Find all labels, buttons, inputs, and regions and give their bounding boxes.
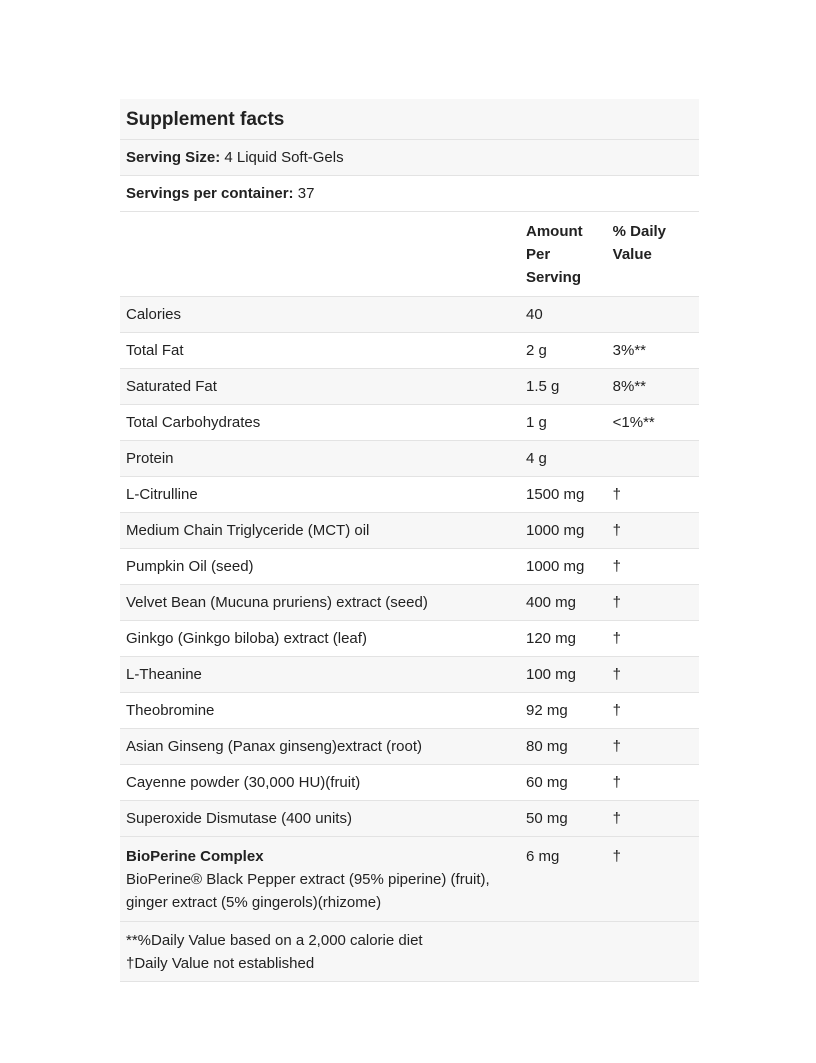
nutrient-name: Saturated Fat — [120, 369, 520, 405]
nutrient-row — [120, 729, 699, 765]
nutrient-name: Asian Ginseng (Panax ginseng)extract (root) — [120, 729, 520, 765]
nutrient-daily-value: † — [607, 801, 699, 837]
complex-amount: 6 mg — [520, 837, 607, 922]
nutrient-daily-value: † — [607, 513, 699, 549]
nutrient-name: Superoxide Dismutase (400 units) — [120, 801, 520, 837]
bioperine-complex-row — [120, 837, 699, 922]
complex-description: BioPerine® Black Pepper extract (95% piperine) (fruit), ginger extract (5% gingerols)(rhizome) — [126, 871, 490, 911]
nutrient-daily-value: † — [607, 549, 699, 585]
nutrient-daily-value — [607, 441, 699, 477]
servings-per-container-label: Servings per container: — [126, 185, 294, 202]
daily-value-header: % Daily Value — [607, 212, 699, 297]
servings-per-container-value: 37 — [297, 185, 315, 202]
nutrient-amount: 80 mg — [520, 729, 607, 765]
nutrient-name: Calories — [120, 297, 520, 333]
nutrient-name: Total Carbohydrates — [120, 405, 520, 441]
nutrient-row — [120, 693, 699, 729]
nutrient-amount: 100 mg — [520, 657, 607, 693]
title-row — [120, 99, 699, 140]
supplement-facts-table — [120, 99, 699, 982]
nutrient-daily-value: † — [607, 657, 699, 693]
nutrient-amount: 92 mg — [520, 693, 607, 729]
nutrient-column-header — [120, 212, 520, 297]
nutrient-name: Protein — [120, 441, 520, 477]
nutrient-daily-value: 3%** — [607, 333, 699, 369]
nutrient-daily-value: 8%** — [607, 369, 699, 405]
nutrient-row — [120, 297, 699, 333]
complex-title: BioPerine Complex — [126, 848, 264, 865]
nutrient-name: Theobromine — [120, 693, 520, 729]
nutrient-name: L-Citrulline — [120, 477, 520, 513]
nutrient-name: Velvet Bean (Mucuna pruriens) extract (seed) — [120, 585, 520, 621]
nutrient-amount: 400 mg — [520, 585, 607, 621]
nutrient-name: Pumpkin Oil (seed) — [120, 549, 520, 585]
nutrient-amount: 120 mg — [520, 621, 607, 657]
nutrient-list — [120, 297, 699, 837]
nutrient-daily-value — [607, 297, 699, 333]
nutrient-daily-value: † — [607, 729, 699, 765]
nutrient-name: Ginkgo (Ginkgo biloba) extract (leaf) — [120, 621, 520, 657]
nutrient-amount: 1000 mg — [520, 549, 607, 585]
serving-size-row — [120, 140, 699, 176]
nutrient-amount: 40 — [520, 297, 607, 333]
nutrient-row — [120, 405, 699, 441]
nutrient-daily-value: <1%** — [607, 405, 699, 441]
footnote-daily-value: **%Daily Value based on a 2,000 calorie diet — [126, 932, 423, 949]
nutrient-daily-value: † — [607, 693, 699, 729]
nutrient-row — [120, 477, 699, 513]
nutrient-name: L-Theanine — [120, 657, 520, 693]
supplement-facts-title: Supplement facts — [120, 99, 699, 140]
complex-daily-value: † — [607, 837, 699, 922]
serving-size-label: Serving Size: — [126, 149, 221, 166]
nutrient-amount: 50 mg — [520, 801, 607, 837]
nutrient-daily-value: † — [607, 621, 699, 657]
nutrient-row — [120, 441, 699, 477]
nutrient-daily-value: † — [607, 477, 699, 513]
nutrient-daily-value: † — [607, 585, 699, 621]
nutrient-row — [120, 513, 699, 549]
nutrient-row — [120, 765, 699, 801]
nutrient-row — [120, 549, 699, 585]
nutrient-row — [120, 657, 699, 693]
footnote-not-established: †Daily Value not established — [126, 955, 315, 972]
nutrient-amount: 2 g — [520, 333, 607, 369]
nutrient-row — [120, 621, 699, 657]
nutrient-row — [120, 333, 699, 369]
nutrient-daily-value: † — [607, 765, 699, 801]
serving-size-value: 4 Liquid Soft-Gels — [224, 149, 344, 166]
nutrient-row — [120, 801, 699, 837]
amount-per-serving-header: Amount Per Serving — [520, 212, 607, 297]
nutrient-name: Medium Chain Triglyceride (MCT) oil — [120, 513, 520, 549]
servings-per-container-row — [120, 176, 699, 212]
nutrient-name: Total Fat — [120, 333, 520, 369]
nutrient-amount: 4 g — [520, 441, 607, 477]
nutrient-row — [120, 585, 699, 621]
nutrient-amount: 1500 mg — [520, 477, 607, 513]
nutrient-amount: 1.5 g — [520, 369, 607, 405]
nutrient-name: Cayenne powder (30,000 HU)(fruit) — [120, 765, 520, 801]
nutrient-row — [120, 369, 699, 405]
nutrient-amount: 1000 mg — [520, 513, 607, 549]
nutrient-amount: 1 g — [520, 405, 607, 441]
footnotes-row — [120, 922, 699, 982]
nutrient-amount: 60 mg — [520, 765, 607, 801]
column-header-row — [120, 212, 699, 297]
